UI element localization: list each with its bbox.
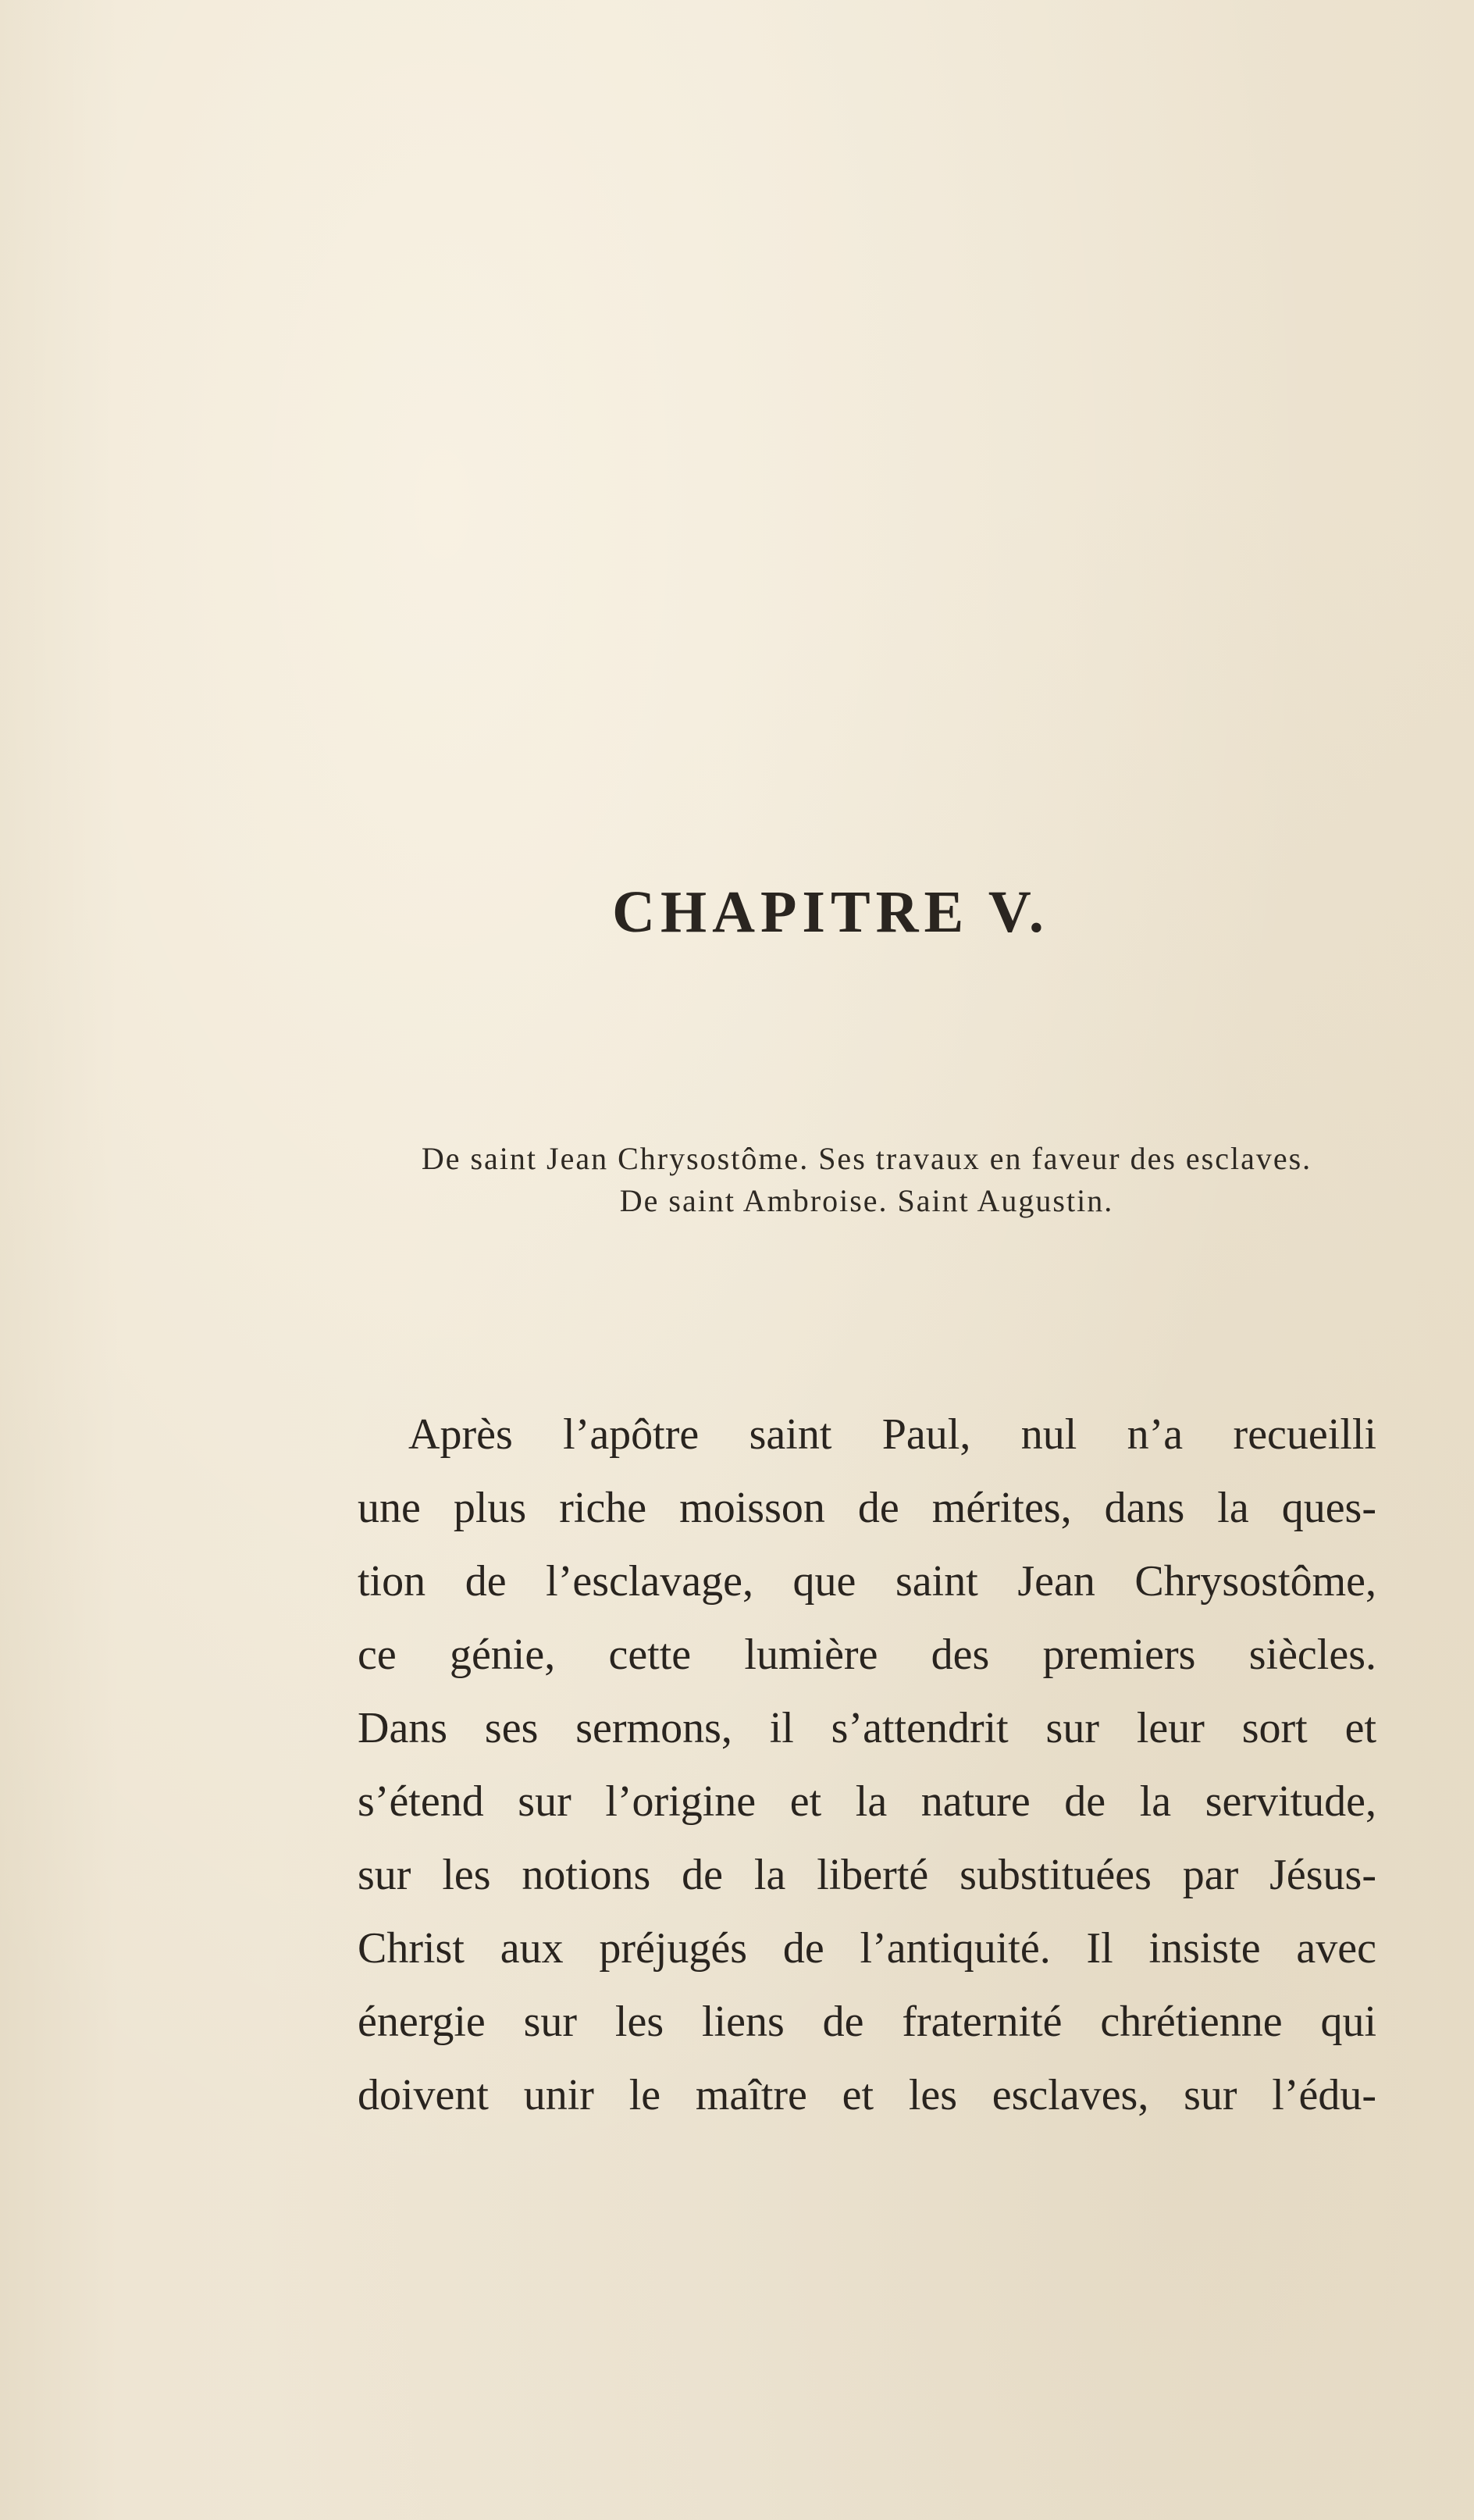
summary-line: De saint Ambroise. Saint Augustin. — [619, 1183, 1114, 1218]
body-line: une plus riche moisson de mérites, dans la ques- — [358, 1484, 1376, 1532]
body-line: tion de l’esclavage, que saint Jean Chrysostôme, — [358, 1557, 1376, 1606]
body-line: sur les notions de la liberté substituées par Jésus- — [358, 1851, 1376, 1899]
body-line: s’étend sur l’origine et la nature de la servitude, — [358, 1777, 1376, 1826]
chapter-summary — [367, 1138, 1366, 1222]
body-paragraph — [358, 1398, 1376, 2132]
body-line: Christ aux préjugés de l’antiquité. Il insiste avec — [358, 1924, 1376, 1973]
body-line: Après l’apôtre saint Paul, nul n’a recueilli — [408, 1410, 1376, 1459]
body-line: ce génie, cette lumière des premiers siècles. — [358, 1631, 1376, 1679]
summary-line: De saint Jean Chrysostôme. Ses travaux en faveur des esclaves. — [421, 1141, 1312, 1176]
body-line: doivent unir le maître et les esclaves, sur l’édu- — [358, 2071, 1376, 2119]
chapter-title: CHAPITRE V. — [612, 879, 1049, 945]
body-line: énergie sur les liens de fraternité chrétienne qui — [358, 1998, 1376, 2046]
body-line: Dans ses sermons, il s’attendrit sur leur sort et — [358, 1704, 1376, 1752]
